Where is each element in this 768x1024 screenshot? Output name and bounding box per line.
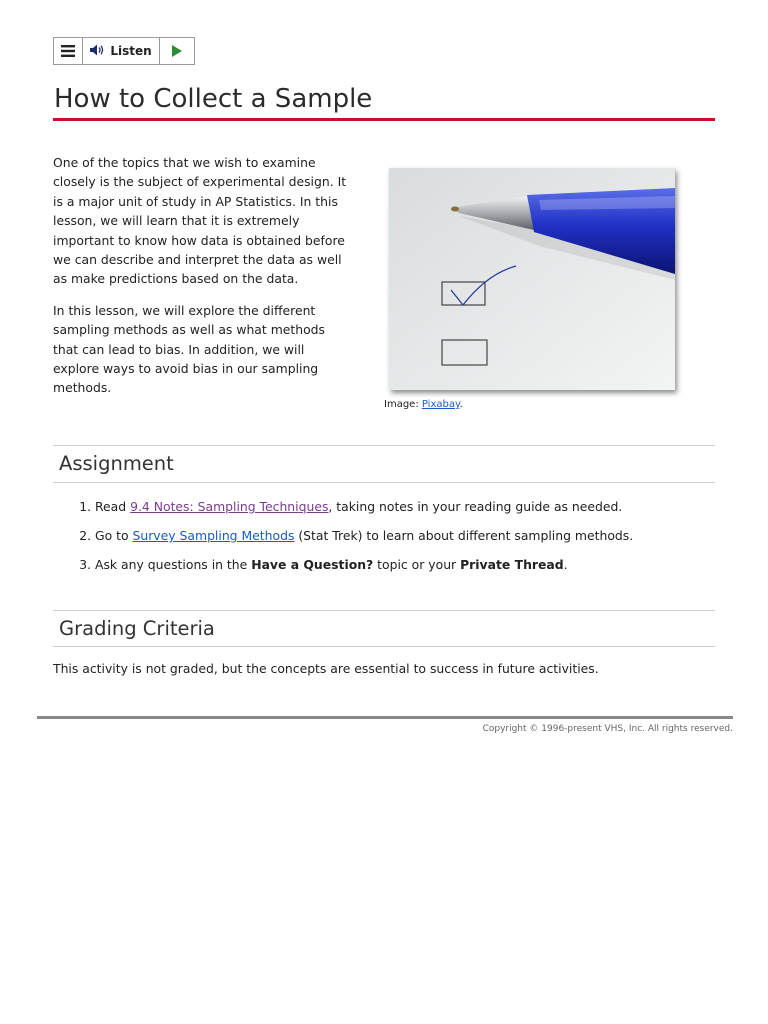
- play-icon: [172, 42, 182, 61]
- grading-text: This activity is not graded, but the concepts are essential to success in future activities.: [53, 661, 599, 676]
- section-divider: [53, 445, 715, 446]
- section-divider: [53, 610, 715, 611]
- section-divider: [53, 482, 715, 483]
- intro-paragraph: In this lesson, we will explore the different sampling methods as well as what methods that can lead to bias. In addition, we will explore ways to avoid bias in our sampling methods.: [53, 302, 326, 396]
- listen-toolbar: [53, 37, 195, 65]
- list-item: [95, 498, 715, 516]
- footer-divider: [37, 716, 733, 719]
- speaker-icon: [90, 44, 105, 59]
- pixabay-link[interactable]: Pixabay: [421, 399, 460, 410]
- have-a-question-text: Have a Question?: [251, 557, 374, 572]
- intro-paragraph: One of the topics that we wish to examine closely is the subject of experimental design. It is a major unit of study in AP Statistics. In this lesson, we will learn that it is extremely important to know how data is obtained before we can describe and interpret the data as well as make predictions based on the data.: [53, 155, 347, 287]
- assignment-list: [53, 498, 715, 585]
- menu-button[interactable]: [54, 38, 83, 64]
- sampling-techniques-link[interactable]: 9.4 Notes: Sampling Techniques: [130, 499, 329, 514]
- survey-sampling-methods-link[interactable]: Survey Sampling Methods: [132, 528, 295, 543]
- listen-label: Listen: [110, 44, 152, 58]
- intro-text: [53, 153, 353, 410]
- hamburger-menu-icon: [61, 42, 75, 61]
- assignment-heading: Assignment: [59, 452, 174, 475]
- item-text: Read: [95, 499, 131, 514]
- caption-suffix: .: [459, 399, 463, 410]
- private-thread-text: Private Thread: [460, 557, 564, 572]
- item-text: .: [563, 557, 568, 572]
- title-divider: [53, 118, 715, 121]
- item-text: Ask any questions in the: [95, 557, 252, 572]
- checkbox-pen-photo: [389, 168, 675, 390]
- play-button[interactable]: [160, 38, 194, 64]
- list-item: [95, 527, 715, 545]
- caption-prefix: Image:: [384, 399, 422, 410]
- item-text: , taking notes in your reading guide as needed.: [328, 499, 623, 514]
- list-item: [95, 556, 715, 574]
- item-text: (Stat Trek) to learn about different sampling methods.: [294, 528, 634, 543]
- image-caption: [384, 399, 463, 410]
- listen-button[interactable]: [83, 38, 160, 64]
- grading-heading: Grading Criteria: [59, 617, 215, 640]
- item-text: Go to: [95, 528, 133, 543]
- section-divider: [53, 646, 715, 647]
- page-title: How to Collect a Sample: [54, 84, 373, 114]
- copyright-text: Copyright © 1996-present VHS, Inc. All rights reserved.: [482, 724, 733, 734]
- item-text: topic or your: [373, 557, 461, 572]
